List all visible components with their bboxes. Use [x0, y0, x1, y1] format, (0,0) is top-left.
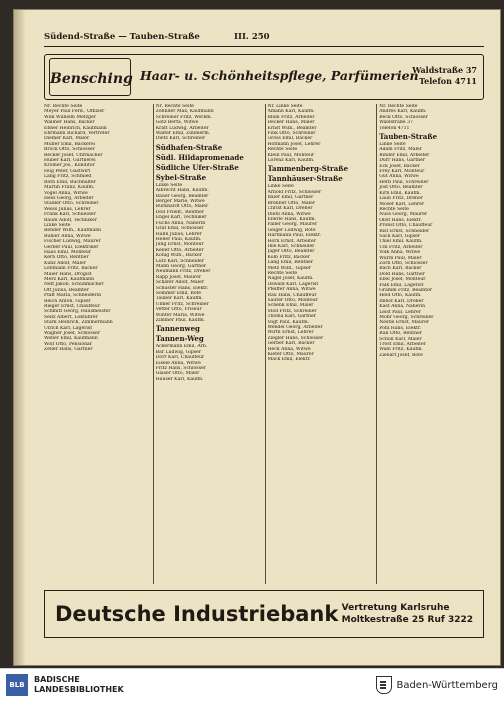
- directory-entry: Ernst Wilh., Beamter: [267, 125, 317, 131]
- directory-entry: Decker Hans, Maler: [267, 120, 315, 126]
- directory-entry: Wirth Ernst, Lehrer: [267, 330, 314, 336]
- directory-entry: Geiger Ludwig, Bote: [267, 227, 316, 233]
- directory-entry: Hartmann Paul, Elektr.: [267, 233, 322, 239]
- directory-entry: Doll Friedr., Rentner: [155, 209, 205, 215]
- directory-entry: Laub Fritz, Dreher: [379, 196, 423, 202]
- directory-entry: Schäfer Adolf, Maler: [155, 280, 205, 286]
- directory-entry: Uhl Fritz, Arbeiter: [379, 244, 423, 250]
- directory-entry: Linke Seite: [379, 142, 406, 148]
- directory-entry: Kraft Ludwig, Arbeiter: [155, 125, 209, 131]
- directory-entry: Ziebart Josef, Bote: [379, 352, 423, 358]
- directory-entry: Kirn Emil, Kaufm.: [379, 190, 421, 196]
- bank-representation: [342, 602, 473, 626]
- library-line2: LANDESBIBLIOTHEK: [34, 685, 124, 694]
- directory-entry: Linke Seite: [267, 184, 294, 190]
- directory-entry: Linke Seite: [44, 222, 71, 228]
- directory-entry: Oswald Karl, Lagerist: [267, 281, 319, 287]
- directory-entry: Sauter Otto, Monteur: [267, 298, 318, 303]
- directory-entry: Lang Emil, Rentner: [267, 260, 314, 266]
- directory-entry: Reich Anton, Gipser: [44, 298, 91, 304]
- directory-column-3: [265, 104, 373, 584]
- directory-entry: Meyer Paul Ferd., Offizier: [44, 109, 105, 115]
- directory-entry: Thoma Karl, Gärtner: [267, 314, 316, 320]
- library-line1: BADISCHE: [34, 675, 80, 684]
- bank-name: Deutsche Industriebank: [55, 602, 339, 626]
- directory-entry: Baum Adolf, Techniker: [44, 217, 97, 223]
- directory-entry: Eberle Hans, Kaufm.: [267, 216, 316, 222]
- directory-entry: Rechte Seite: [267, 147, 298, 153]
- directory-entry: Scholl Karl, Maler: [379, 336, 422, 342]
- street-heading: Tauben-Straße: [379, 133, 438, 142]
- directory-entry: Rall Otto, Rentner: [379, 331, 422, 337]
- directory-entry: Fritz Hans, Schlosser: [155, 366, 206, 372]
- directory-entry: Diemer Karl, Maler: [44, 136, 90, 142]
- advertisement-industriebank: [44, 590, 484, 638]
- directory-entry: Dörr Karl, Chauffeur: [155, 355, 205, 361]
- directory-entry: Weiss Julius, Lehrer: [44, 206, 91, 212]
- state-logo[interactable]: [376, 676, 498, 694]
- directory-entry: Maier Hans, Drogist: [44, 271, 92, 277]
- directory-entry: Wagner Josef, Schlosser: [44, 331, 101, 337]
- directory-entry: Kast Anna, Näherin: [379, 304, 426, 310]
- directory-entry: Engel Karl, Techniker: [155, 215, 207, 221]
- directory-entry: Jost Otto, Beamter: [379, 185, 423, 191]
- directory-entry: Kolb Fritz, Bäcker: [267, 254, 310, 260]
- directory-entry: Gerber Karl, Bäcker: [267, 341, 315, 347]
- directory-entry: Metz Wilh., Gipser: [267, 265, 311, 271]
- directory-entry: Graf Emil, Schlosser: [155, 226, 204, 232]
- directory-entry: Ehrmann Richard, Vertreter: [44, 131, 110, 137]
- directory-entry: Müller Emil, Bäckerei: [44, 141, 96, 147]
- directory-entry: Fischer Ludwig, Maurer: [44, 239, 101, 245]
- directory-entry: Rist Ernst, Schneider: [379, 228, 430, 234]
- directory-entry: Horn Ernst, Arbeiter: [267, 238, 316, 244]
- directory-entry: Diehl Anna, Witwe: [267, 211, 311, 217]
- directory-entry: Ackermann Emil, Arb.: [155, 344, 208, 350]
- directory-entry: Eisele Anna, Witwe: [155, 360, 201, 366]
- directory-entry: Wolf Otto, Pensionär: [44, 341, 92, 347]
- directory-entry: Lutz Karl, Schneider: [155, 258, 204, 264]
- directory-entry: Kunz Adolf, Maler: [44, 260, 86, 266]
- directory-entry: Frank Karl, Schneider: [44, 212, 96, 218]
- directory-entry: Jäger Otto, Beamter: [267, 249, 315, 255]
- directory-entry: Nr. Rechte Seite: [44, 104, 83, 109]
- directory-entry: Bach Karl, Bäcker: [379, 266, 422, 272]
- bank-rep-line1: Vertretung Karlsruhe: [341, 603, 450, 613]
- directory-entry: Becker Josef, Uhrmacher: [44, 152, 103, 158]
- directory-entry: Baier Emil, Gärtner: [267, 195, 314, 201]
- directory-entry: Hug Peter, Gastwirt: [44, 168, 91, 174]
- directory-entry: Ihle Karl, Schneider: [267, 243, 315, 249]
- directory-entry: Kromer Jos., Konditor: [44, 163, 95, 169]
- directory-entry: Thiel Emil, Kaufm.: [379, 239, 423, 245]
- directory-entry: Probst Otto, Chauffeur: [379, 223, 433, 229]
- directory-entry: Nr. Rechte Seite: [155, 104, 195, 109]
- directory-entry: Hahn Julius, Lehrer: [155, 231, 202, 237]
- directory-entry: Schmitt Georg, Hausmeister: [44, 309, 111, 315]
- bensching-logo: [49, 58, 131, 96]
- directory-entry: Bär Ludwig, Gipser: [155, 349, 202, 355]
- directory-entry: Hofmann Josef, Lehrer: [267, 141, 321, 147]
- directory-entry: Zeller Hans, Gärtner: [44, 347, 93, 353]
- directory-entry: Ott Julius, Beamter: [44, 287, 89, 293]
- directory-entry: Rieger Ernst, Chauffeur: [44, 304, 100, 310]
- directory-entry: Stark Heinrich, Zimmermann: [44, 320, 113, 326]
- directory-entry: Held Otto, Kaufm.: [379, 293, 422, 299]
- directory-entry: Schenk Emil, Maler: [267, 303, 314, 309]
- directory-entry: Heller Paul, Kaufm.: [155, 236, 202, 242]
- directory-column-2: [153, 104, 261, 584]
- page-spine-shadow: [14, 10, 26, 665]
- directory-entry: Vogel Anna, Witwe: [44, 190, 88, 196]
- street-heading: Südhafen-Straße: [155, 143, 223, 152]
- directory-entry: Zorn Otto, Schlosser: [379, 260, 428, 266]
- viewer-footer: [0, 668, 504, 701]
- directory-entry: Ziegler Hans, Schlosser: [267, 335, 324, 341]
- directory-entry: Frey Karl, Monteur: [379, 169, 425, 175]
- directory-entry: Sommer Emil, Bote: [155, 290, 202, 296]
- directory-entry: Waldstraße 37: [379, 120, 413, 126]
- directory-entry: Bühler Anna, Witwe: [44, 233, 91, 239]
- header-page-number: III. 250: [234, 32, 270, 42]
- directory-entry: Brenner Otto, Maler: [267, 200, 316, 206]
- directory-entry: Mohr Georg, Schreiner: [379, 315, 434, 321]
- directory-entry: Moser Karl, Lehrer: [379, 201, 425, 207]
- directory-entry: Wahl Fritz, Kaufm.: [379, 347, 423, 353]
- directory-entry: Merz Karl, Kaufmann: [44, 277, 95, 282]
- directory-entry: Vetter Otto, Friseur: [155, 307, 202, 313]
- directory-entry: Leist Paul, Lehrer: [379, 309, 421, 315]
- directory-entry: Zimmer Paul, Kaufm.: [155, 318, 206, 323]
- street-heading: Tannen-Weg: [155, 335, 204, 344]
- directory-entry: Mack Emil, Elektr.: [267, 357, 311, 363]
- directory-entry: Gut Anna, Witwe: [379, 174, 419, 180]
- directory-entry: Schuster Hans, Elektr.: [155, 285, 209, 291]
- directory-entry: Glaser Otto, Maler: [155, 371, 200, 377]
- directory-entry: Bender Wilh., Kaufmann: [44, 228, 102, 234]
- directory-entry: Nestle Ernst, Maurer: [379, 320, 429, 326]
- directory-entry: Herb Paul, Schreiner: [379, 179, 429, 185]
- directory-entry: Nagel Josef, Kaufm.: [267, 276, 314, 282]
- street-heading: Tammenberg-Straße: [267, 165, 349, 174]
- logo-text: Bensching: [50, 71, 133, 87]
- directory-column-1: [44, 104, 149, 584]
- directory-entry: Stoll Fritz, Schreiner: [267, 308, 317, 314]
- directory-entry: Ebel Josef, Monteur: [379, 277, 426, 283]
- directory-entry: Martin Franz, Kaufm.: [44, 185, 95, 191]
- directory-entry: Roth Emil, Buchhalter: [44, 179, 96, 185]
- directory-entry: Andres Karl, Kaufm.: [379, 109, 427, 115]
- directory-entry: Blum Fritz, Arbeiter: [267, 114, 315, 120]
- street-heading: Südl. Hildapromenade: [155, 153, 244, 162]
- directory-entry: Rechte Seite: [267, 270, 298, 276]
- scanned-page: [14, 10, 500, 665]
- ad-street: Waldstraße 37: [412, 65, 477, 75]
- directory-entry: Götz Berta, Witwe: [155, 120, 199, 126]
- directory-entry: Schreiner Fritz, Werkm.: [155, 114, 213, 120]
- directory-entry: Ulmer Fritz, Schreiner: [155, 301, 209, 307]
- directory-entry: Gerber Paul, Elektriker: [44, 244, 99, 250]
- directory-entry: Lorenz Karl, Kaufm.: [267, 158, 315, 164]
- directory-entry: Tauber Karl, Kaufm.: [155, 296, 203, 302]
- directory-entry: Nuss Georg, Maurer: [379, 212, 428, 218]
- directory-entry: Hess Georg, Arbeiter: [44, 195, 94, 201]
- directory-entry: Ebner Heinrich, Kaufmann: [44, 125, 107, 131]
- directory-entry: Gross Emil, Bäcker: [267, 136, 313, 142]
- directory-entry: Keller Otto, Arbeiter: [155, 247, 204, 253]
- directory-entry: Kern Otto, Rentner: [44, 255, 89, 261]
- directory-entry: Falk Emil, Lagerist: [379, 282, 424, 288]
- directory-entry: Zehnder Max, Kaufmann: [155, 109, 214, 115]
- street-heading: Sybel-Straße: [155, 173, 207, 182]
- ad-address: [412, 65, 477, 87]
- street-heading: Tannhäuser-Straße: [267, 175, 343, 184]
- directory-entry: Adam Fritz, Maler: [379, 147, 422, 153]
- directory-entry: Pohl Hans, Elektr.: [379, 325, 422, 331]
- directory-entry: Berger Marie, Witwe: [155, 199, 205, 205]
- directory-entry: Walter Emil, Zimmerm.: [155, 131, 211, 137]
- directory-entry: Obst Hans, Elektr.: [379, 217, 422, 223]
- directory-entry: Arnold Fritz, Schlosser: [267, 189, 322, 195]
- directory-entry: Wallner Hans, Bäcker: [44, 120, 95, 126]
- directory-entry: Trost Emil, Arbeiter: [379, 342, 426, 348]
- directory-entry: Klein Paul, Monteur: [267, 152, 315, 158]
- directory-entry: Mann Georg, Gärtner: [155, 263, 207, 269]
- directory-entry: Rapp Josef, Maurer: [155, 274, 202, 280]
- directory-columns: [44, 104, 484, 584]
- directory-entry: Kiefer Otto, Maurer: [267, 352, 314, 358]
- street-heading: Südliche Ufer-Straße: [155, 163, 239, 172]
- directory-entry: Fuchs Anna, Näherin: [155, 220, 206, 226]
- directory-entry: Neff Jakob, Schuhmacher: [44, 282, 104, 288]
- directory-entry: Linke Seite: [155, 182, 183, 188]
- directory-entry: Jung Ernst, Monteur: [155, 242, 204, 248]
- directory-entry: Gramm Fritz, Beamter: [379, 288, 433, 293]
- directory-entry: Nr. Rechte Seite: [379, 104, 418, 109]
- ad-phone: Telefon 4711: [419, 76, 477, 86]
- directory-entry: Vogt Paul, Kaufm.: [267, 319, 310, 325]
- directory-entry: Sack Karl, Gipser: [379, 233, 421, 239]
- directory-entry: Fink Otto, Schreiner: [267, 131, 316, 137]
- header-street-range: Südend-Straße — Tauben-Straße: [44, 32, 200, 42]
- directory-entry: Dietz Karl, Schreiner: [155, 136, 206, 142]
- directory-entry: Telefon 4711: [379, 125, 410, 131]
- directory-entry: Hauser Karl, Kaufm.: [155, 376, 204, 382]
- directory-entry: Winter Maria, Witwe: [155, 312, 205, 318]
- directory-entry: Heck Anna, Witwe: [267, 346, 311, 352]
- directory-entry: Albrecht Hans, Kaufm.: [155, 188, 209, 194]
- directory-entry: Christ Karl, Dreher: [267, 206, 313, 212]
- ad-slogan: Haar- u. Schönheitspflege, Parfümerien: [140, 68, 419, 83]
- directory-entry: Pfeiffer Anna, Witwe: [267, 287, 316, 293]
- directory-entry: Haas Emil, Monteur: [44, 249, 92, 255]
- page-header: [44, 30, 484, 47]
- directory-entry: König Wilh., Bäcker: [155, 253, 202, 259]
- state-crest-icon: [376, 676, 392, 694]
- directory-entry: Pfaff Maria, Schneiderin: [44, 293, 102, 299]
- directory-entry: Brock Otto, Schlosser: [44, 147, 95, 153]
- directory-entry: Nr. Linke Seite: [267, 104, 303, 109]
- directory-entry: Amann Karl, Kaufm.: [267, 109, 315, 115]
- advertisement-bensching: [44, 54, 484, 100]
- directory-entry: Dold Hans, Gärtner: [379, 271, 425, 277]
- directory-entry: Beck Otto, Schlosser: [379, 114, 428, 120]
- directory-entry: Bauer Georg, Beamter: [155, 193, 209, 199]
- directory-entry: Eck Josef, Bäcker: [379, 163, 420, 169]
- street-heading: Tannenweg: [155, 325, 200, 334]
- directory-entry: Lehmann Fritz, Bäcker: [44, 266, 98, 272]
- directory-entry: Dürr Hans, Gärtner: [379, 158, 426, 164]
- directory-entry: Huber Karl, Gärtnerei: [44, 158, 96, 164]
- directory-entry: Wendel Georg, Arbeiter: [267, 325, 323, 331]
- bank-rep-line2: Moltkestraße 25 Ruf 3222: [341, 615, 473, 625]
- directory-entry: Weber Emil, Kaufmann: [44, 336, 98, 342]
- library-name[interactable]: [34, 675, 124, 695]
- directory-entry: Imhof Karl, Dreher: [379, 298, 424, 304]
- directory-entry: Volk Anna, Witwe: [379, 250, 421, 256]
- directory-entry: Burkhardt Otto, Maler: [155, 204, 209, 210]
- directory-entry: Faller Georg, Maurer: [267, 222, 318, 228]
- directory-entry: Lang Fritz, Schmied: [44, 174, 92, 180]
- state-name: Baden-Württemberg: [396, 679, 498, 691]
- directory-entry: Binder Emil, Arbeiter: [379, 152, 430, 158]
- directory-entry: Rechte Seite: [379, 206, 409, 212]
- blb-logo-icon[interactable]: BLB: [6, 674, 28, 696]
- directory-column-4: [376, 104, 484, 584]
- directory-entry: Stadler Otto, Schreiner: [44, 201, 99, 207]
- directory-entry: Rau Hans, Chauffeur: [267, 292, 317, 298]
- directory-entry: Seitz Albert, Lokführer: [44, 314, 98, 320]
- directory-entry: Wilk Wilhelm Metzger: [44, 114, 96, 120]
- directory-entry: Ulrich Karl, Lagerist: [44, 325, 93, 331]
- directory-entry: Wurm Paul, Maler: [379, 255, 422, 261]
- directory-entry: Neumann Fritz, Dreher: [155, 269, 211, 275]
